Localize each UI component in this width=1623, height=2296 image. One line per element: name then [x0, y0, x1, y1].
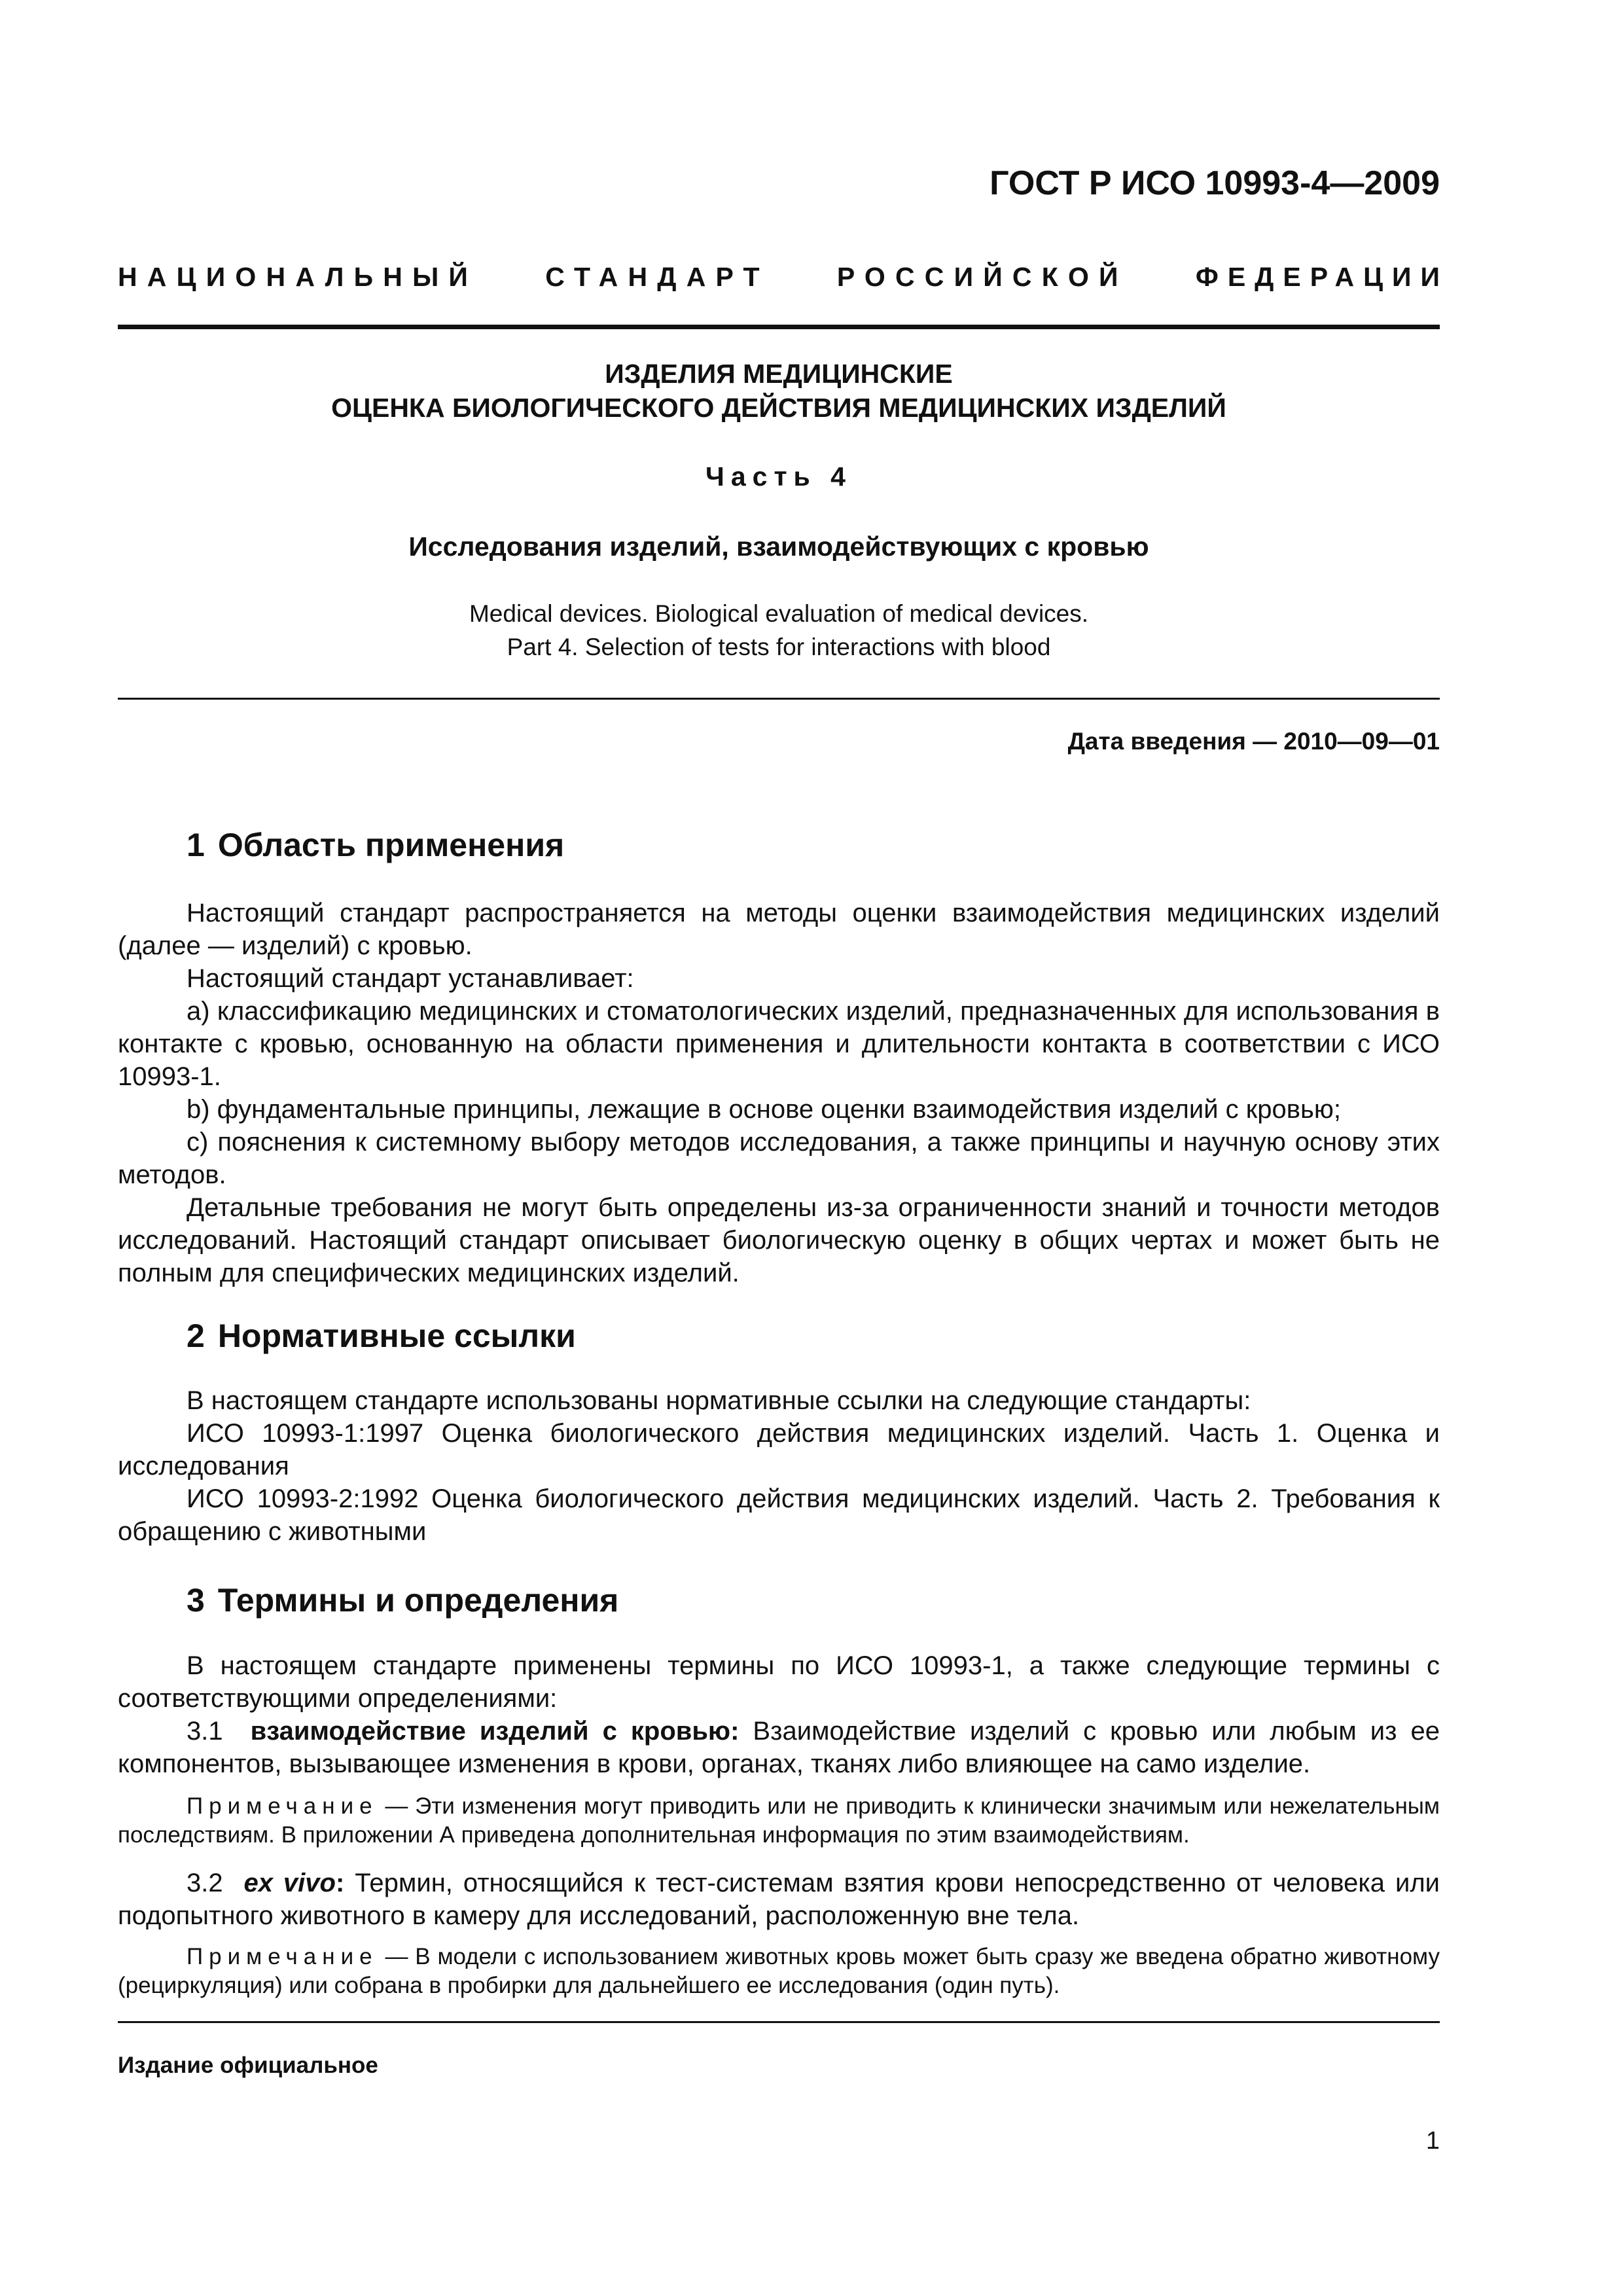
header-rule — [118, 325, 1440, 329]
heading-word: ФЕДЕРАЦИИ — [1195, 262, 1449, 292]
section-number: 2 — [187, 1318, 205, 1354]
list-item: b) фундаментальные принципы, лежащие в основе оценки взаимодействия изделий с кровью; — [187, 1095, 1341, 1124]
list-item: c) пояснения к системному выбору методов исследования, а также принципы и научную основу этих методов. — [118, 1128, 1440, 1189]
section-3-term-2 — [118, 1867, 1440, 1932]
title-rule — [118, 698, 1440, 700]
term-definition — [118, 1867, 1440, 1932]
paragraph: Детальные требования не могут быть определены из-за ограниченности знаний и точности методов исследований. Настоящий стандарт описывает биологическую оценку в общих чертах и может быть не полным для специфических медицинских изделий. — [118, 1193, 1440, 1287]
section-3-heading — [187, 1581, 618, 1619]
paragraph: Настоящий стандарт устанавливает: — [187, 964, 634, 993]
term-definition — [118, 1715, 1440, 1780]
english-title-line-2: Part 4. Selection of tests for interactions with blood — [507, 634, 1051, 660]
term-number: 3.1 — [187, 1717, 223, 1746]
section-title: Область применения — [217, 827, 565, 863]
introduction-date: Дата введения — 2010—09—01 — [1067, 728, 1440, 755]
term-text: Термин, относящийся к тест-системам взятия крови непосредственно от человека или подопытного животного в камеру для исследований, расположенную вне тела. — [118, 1869, 1440, 1930]
note-label: Примечание — [187, 1793, 378, 1819]
section-3-intro — [118, 1649, 1440, 1780]
reference-item: ИСО 10993-1:1997 Оценка биологического действия медицинских изделий. Часть 1. Оценка и исследования — [118, 1419, 1440, 1480]
reference-item: ИСО 10993-2:1992 Оценка биологического действия медицинских изделий. Часть 2. Требования к обращению с животными — [118, 1484, 1440, 1546]
term-colon: : — [335, 1869, 345, 1897]
page-number: 1 — [1425, 2127, 1440, 2155]
footer-rule — [118, 2021, 1440, 2023]
note-text: — Эти изменения могут приводить или не приводить к клинически значимым или нежелательным последствиям. В приложении А приведена дополнительная информация по этим взаимодействиям. — [118, 1793, 1440, 1848]
term-name: ex vivo — [243, 1869, 336, 1897]
official-edition-label: Издание официальное — [118, 2053, 378, 2078]
national-standard-heading — [118, 262, 1449, 293]
section-number: 1 — [187, 827, 205, 863]
note-2 — [118, 1943, 1440, 2000]
heading-word: РОССИЙСКОЙ — [836, 262, 1128, 292]
note-1 — [118, 1792, 1440, 1850]
document-page — [118, 0, 1449, 2296]
term-number: 3.2 — [187, 1869, 223, 1897]
part-number: Часть 4 — [705, 461, 852, 492]
section-title: Нормативные ссылки — [217, 1318, 576, 1354]
section-1-body — [118, 897, 1440, 1289]
paragraph: В настоящем стандарте использованы нормативные ссылки на следующие стандарты: — [187, 1386, 1251, 1415]
term-name: взаимодействие изделий с кровью: — [250, 1717, 740, 1746]
title-line-2: ОЦЕНКА БИОЛОГИЧЕСКОГО ДЕЙСТВИЯ МЕДИЦИНСКИХ ИЗДЕЛИЙ — [331, 393, 1226, 423]
section-number: 3 — [187, 1582, 205, 1619]
list-item: а) классификацию медицинских и стоматологических изделий, предназначенных для использования в контакте с кровью, основанную на области применения и длительности контакта в соответствии с ИСО 10993-1. — [118, 997, 1440, 1091]
note-label: Примечание — [187, 1944, 378, 1969]
term-text: Взаимодействие изделий с кровью или любым из ее компонентов, вызывающее изменения в крови, органах, тканях либо влияющее на само изделие. — [118, 1717, 1440, 1778]
english-title-line-1: Medical devices. Biological evaluation of medical devices. — [469, 600, 1089, 627]
paragraph: Настоящий стандарт распространяется на методы оценки взаимодействия медицинских изделий (далее — изделий) с кровью. — [118, 899, 1440, 960]
document-code: ГОСТ Р ИСО 10993-4—2009 — [990, 164, 1440, 202]
title-line-1: ИЗДЕЛИЯ МЕДИЦИНСКИЕ — [605, 359, 953, 389]
paragraph: В настоящем стандарте применены термины по ИСО 10993-1, а также следующие термины с соответствующими определениями: — [118, 1651, 1440, 1713]
part-subtitle: Исследования изделий, взаимодействующих с кровью — [408, 531, 1149, 562]
heading-word: НАЦИОНАЛЬНЫЙ — [118, 262, 478, 292]
heading-word: СТАНДАРТ — [545, 262, 770, 292]
note-text: — В модели с использованием животных кровь может быть сразу же введена обратно животному (рециркуляция) или собрана в пробирки для дальнейшего ее исследования (один путь). — [118, 1944, 1440, 1998]
section-2-body — [118, 1384, 1440, 1548]
section-2-heading — [187, 1317, 576, 1355]
section-1-heading — [187, 826, 564, 864]
section-title: Термины и определения — [217, 1582, 619, 1619]
